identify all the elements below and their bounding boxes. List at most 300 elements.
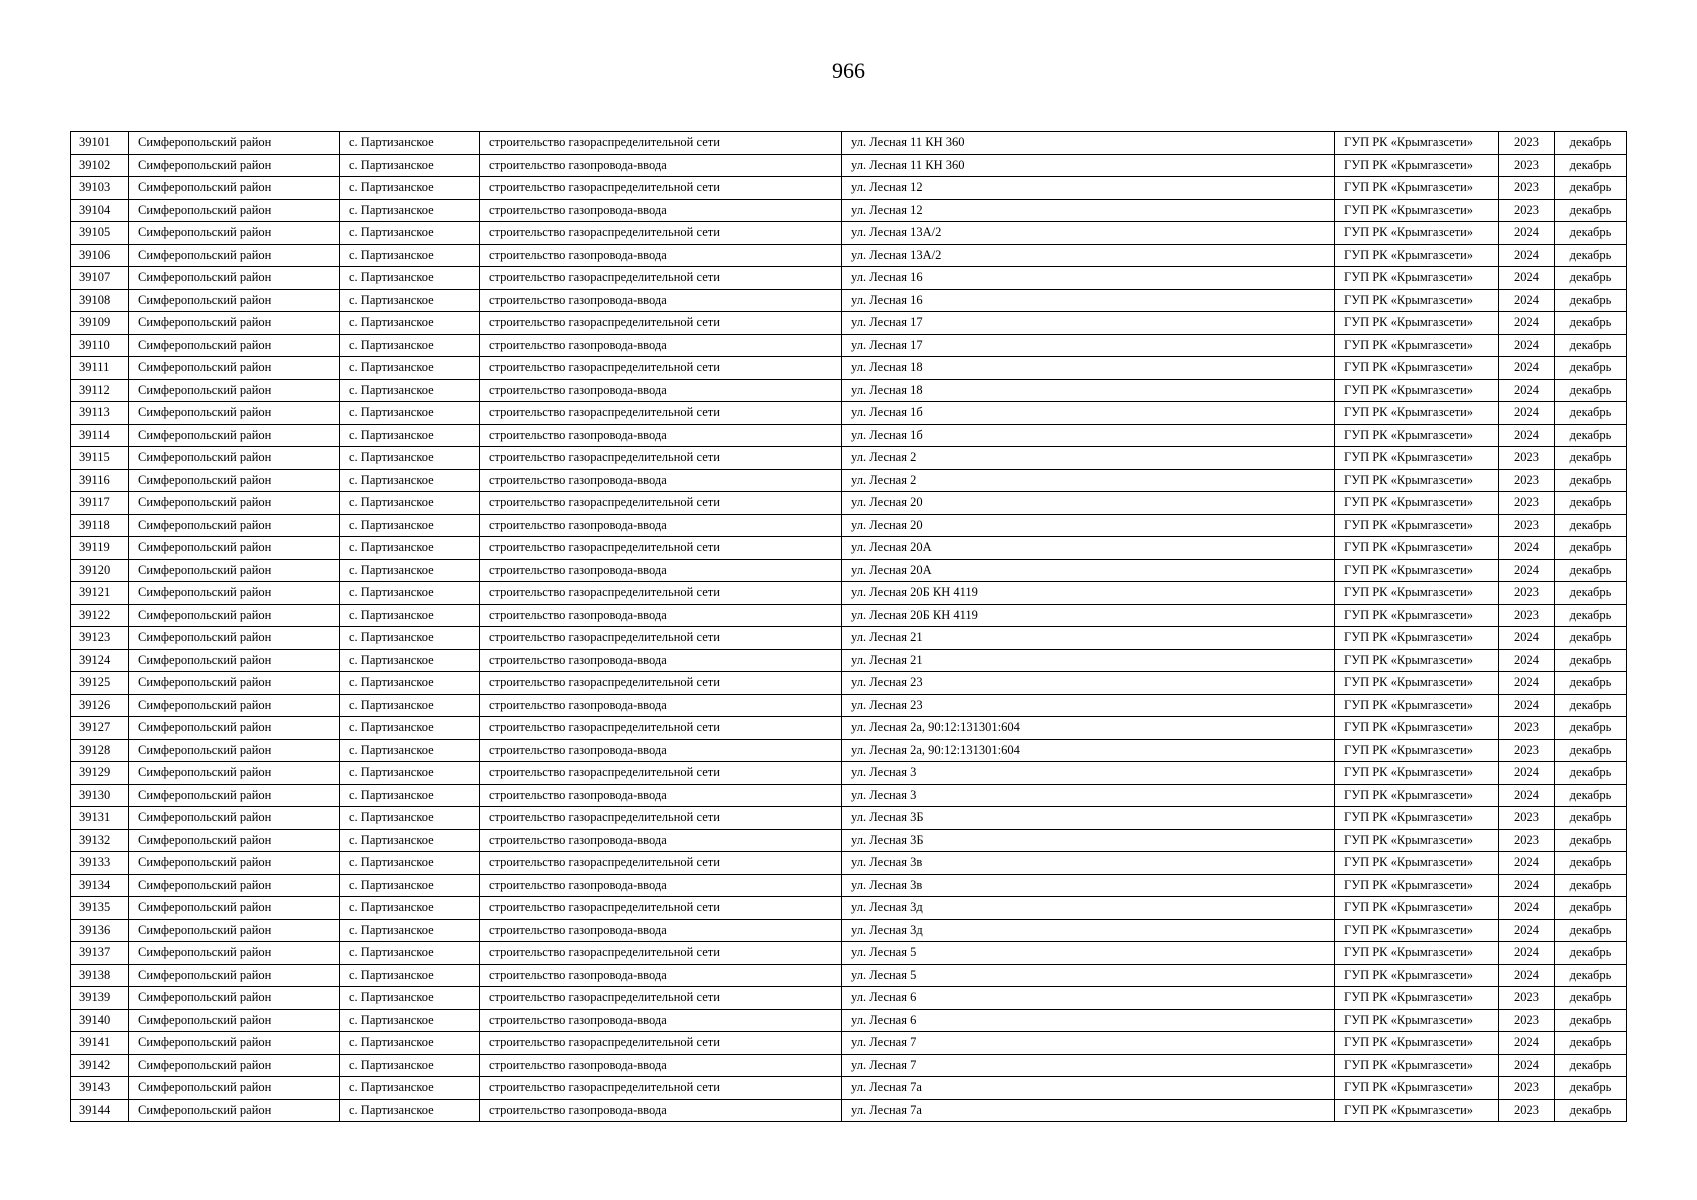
organization-cell: ГУП РК «Крымгазсети» xyxy=(1335,1009,1499,1032)
row-number: 39114 xyxy=(71,424,129,447)
table-row xyxy=(71,784,1627,807)
row-number: 39121 xyxy=(71,582,129,605)
row-number: 39106 xyxy=(71,244,129,267)
organization-cell: ГУП РК «Крымгазсети» xyxy=(1335,694,1499,717)
work-type-cell: строительство газораспределительной сети xyxy=(480,627,842,650)
month-cell: декабрь xyxy=(1555,1054,1627,1077)
work-type-cell: строительство газопровода-ввода xyxy=(480,469,842,492)
year-cell: 2024 xyxy=(1499,897,1555,920)
year-cell: 2023 xyxy=(1499,987,1555,1010)
district-cell: Симферопольский район xyxy=(129,672,340,695)
district-cell: Симферопольский район xyxy=(129,199,340,222)
district-cell: Симферопольский район xyxy=(129,919,340,942)
work-type-cell: строительство газопровода-ввода xyxy=(480,289,842,312)
district-cell: Симферопольский район xyxy=(129,942,340,965)
organization-cell: ГУП РК «Крымгазсети» xyxy=(1335,267,1499,290)
month-cell: декабрь xyxy=(1555,222,1627,245)
district-cell: Симферопольский район xyxy=(129,1054,340,1077)
settlement-cell: с. Партизанское xyxy=(340,559,480,582)
work-type-cell: строительство газопровода-ввода xyxy=(480,739,842,762)
year-cell: 2024 xyxy=(1499,627,1555,650)
district-cell: Симферопольский район xyxy=(129,1077,340,1100)
settlement-cell: с. Партизанское xyxy=(340,379,480,402)
district-cell: Симферопольский район xyxy=(129,424,340,447)
work-type-cell: строительство газопровода-ввода xyxy=(480,784,842,807)
address-cell: ул. Лесная 3в xyxy=(842,874,1335,897)
district-cell: Симферопольский район xyxy=(129,897,340,920)
year-cell: 2024 xyxy=(1499,424,1555,447)
table-row xyxy=(71,582,1627,605)
organization-cell: ГУП РК «Крымгазсети» xyxy=(1335,537,1499,560)
work-type-cell: строительство газопровода-ввода xyxy=(480,829,842,852)
district-cell: Симферопольский район xyxy=(129,852,340,875)
settlement-cell: с. Партизанское xyxy=(340,177,480,200)
month-cell: декабрь xyxy=(1555,132,1627,155)
organization-cell: ГУП РК «Крымгазсети» xyxy=(1335,672,1499,695)
organization-cell: ГУП РК «Крымгазсети» xyxy=(1335,132,1499,155)
address-cell: ул. Лесная 1б xyxy=(842,402,1335,425)
organization-cell: ГУП РК «Крымгазсети» xyxy=(1335,222,1499,245)
work-type-cell: строительство газопровода-ввода xyxy=(480,379,842,402)
month-cell: декабрь xyxy=(1555,559,1627,582)
year-cell: 2024 xyxy=(1499,1032,1555,1055)
district-cell: Симферопольский район xyxy=(129,874,340,897)
month-cell: декабрь xyxy=(1555,289,1627,312)
row-number: 39134 xyxy=(71,874,129,897)
address-cell: ул. Лесная 16 xyxy=(842,267,1335,290)
settlement-cell: с. Партизанское xyxy=(340,762,480,785)
organization-cell: ГУП РК «Крымгазсети» xyxy=(1335,312,1499,335)
organization-cell: ГУП РК «Крымгазсети» xyxy=(1335,874,1499,897)
address-cell: ул. Лесная 5 xyxy=(842,964,1335,987)
work-type-cell: строительство газопровода-ввода xyxy=(480,694,842,717)
table-row xyxy=(71,289,1627,312)
table-row xyxy=(71,649,1627,672)
table-row xyxy=(71,537,1627,560)
settlement-cell: с. Партизанское xyxy=(340,244,480,267)
row-number: 39124 xyxy=(71,649,129,672)
work-type-cell: строительство газопровода-ввода xyxy=(480,1099,842,1122)
settlement-cell: с. Партизанское xyxy=(340,289,480,312)
settlement-cell: с. Партизанское xyxy=(340,897,480,920)
table-row xyxy=(71,132,1627,155)
table-row xyxy=(71,559,1627,582)
settlement-cell: с. Партизанское xyxy=(340,334,480,357)
work-type-cell: строительство газопровода-ввода xyxy=(480,1054,842,1077)
row-number: 39118 xyxy=(71,514,129,537)
settlement-cell: с. Партизанское xyxy=(340,1054,480,1077)
settlement-cell: с. Партизанское xyxy=(340,964,480,987)
district-cell: Симферопольский район xyxy=(129,267,340,290)
address-cell: ул. Лесная 12 xyxy=(842,199,1335,222)
settlement-cell: с. Партизанское xyxy=(340,604,480,627)
row-number: 39141 xyxy=(71,1032,129,1055)
row-number: 39109 xyxy=(71,312,129,335)
settlement-cell: с. Партизанское xyxy=(340,672,480,695)
row-number: 39131 xyxy=(71,807,129,830)
work-type-cell: строительство газораспределительной сети xyxy=(480,402,842,425)
table-row xyxy=(71,334,1627,357)
work-type-cell: строительство газопровода-ввода xyxy=(480,1009,842,1032)
settlement-cell: с. Партизанское xyxy=(340,514,480,537)
district-cell: Симферопольский район xyxy=(129,582,340,605)
address-cell: ул. Лесная 23 xyxy=(842,694,1335,717)
address-cell: ул. Лесная 3 xyxy=(842,762,1335,785)
year-cell: 2024 xyxy=(1499,852,1555,875)
address-cell: ул. Лесная 21 xyxy=(842,649,1335,672)
settlement-cell: с. Партизанское xyxy=(340,132,480,155)
address-cell: ул. Лесная 1б xyxy=(842,424,1335,447)
row-number: 39112 xyxy=(71,379,129,402)
row-number: 39107 xyxy=(71,267,129,290)
work-type-cell: строительство газораспределительной сети xyxy=(480,672,842,695)
year-cell: 2024 xyxy=(1499,334,1555,357)
district-cell: Симферопольский район xyxy=(129,807,340,830)
work-type-cell: строительство газопровода-ввода xyxy=(480,424,842,447)
settlement-cell: с. Партизанское xyxy=(340,199,480,222)
organization-cell: ГУП РК «Крымгазсети» xyxy=(1335,1099,1499,1122)
settlement-cell: с. Партизанское xyxy=(340,1077,480,1100)
month-cell: декабрь xyxy=(1555,267,1627,290)
row-number: 39123 xyxy=(71,627,129,650)
address-cell: ул. Лесная 5 xyxy=(842,942,1335,965)
organization-cell: ГУП РК «Крымгазсети» xyxy=(1335,739,1499,762)
district-cell: Симферопольский район xyxy=(129,492,340,515)
month-cell: декабрь xyxy=(1555,379,1627,402)
year-cell: 2023 xyxy=(1499,604,1555,627)
month-cell: декабрь xyxy=(1555,739,1627,762)
month-cell: декабрь xyxy=(1555,762,1627,785)
organization-cell: ГУП РК «Крымгазсети» xyxy=(1335,1054,1499,1077)
settlement-cell: с. Партизанское xyxy=(340,807,480,830)
work-type-cell: строительство газораспределительной сети xyxy=(480,987,842,1010)
work-type-cell: строительство газопровода-ввода xyxy=(480,199,842,222)
month-cell: декабрь xyxy=(1555,784,1627,807)
month-cell: декабрь xyxy=(1555,1009,1627,1032)
table-row xyxy=(71,739,1627,762)
work-type-cell: строительство газопровода-ввода xyxy=(480,604,842,627)
address-cell: ул. Лесная 2 xyxy=(842,469,1335,492)
row-number: 39137 xyxy=(71,942,129,965)
settlement-cell: с. Партизанское xyxy=(340,424,480,447)
work-type-cell: строительство газораспределительной сети xyxy=(480,807,842,830)
address-cell: ул. Лесная 2а, 90:12:131301:604 xyxy=(842,717,1335,740)
organization-cell: ГУП РК «Крымгазсети» xyxy=(1335,829,1499,852)
work-type-cell: строительство газопровода-ввода xyxy=(480,514,842,537)
organization-cell: ГУП РК «Крымгазсети» xyxy=(1335,604,1499,627)
organization-cell: ГУП РК «Крымгазсети» xyxy=(1335,897,1499,920)
organization-cell: ГУП РК «Крымгазсети» xyxy=(1335,492,1499,515)
address-cell: ул. Лесная 2а, 90:12:131301:604 xyxy=(842,739,1335,762)
table-row xyxy=(71,627,1627,650)
row-number: 39113 xyxy=(71,402,129,425)
year-cell: 2024 xyxy=(1499,244,1555,267)
settlement-cell: с. Партизанское xyxy=(340,874,480,897)
month-cell: декабрь xyxy=(1555,717,1627,740)
month-cell: декабрь xyxy=(1555,402,1627,425)
row-number: 39142 xyxy=(71,1054,129,1077)
settlement-cell: с. Партизанское xyxy=(340,492,480,515)
organization-cell: ГУП РК «Крымгазсети» xyxy=(1335,199,1499,222)
row-number: 39108 xyxy=(71,289,129,312)
year-cell: 2024 xyxy=(1499,312,1555,335)
district-cell: Симферопольский район xyxy=(129,964,340,987)
organization-cell: ГУП РК «Крымгазсети» xyxy=(1335,177,1499,200)
year-cell: 2024 xyxy=(1499,1054,1555,1077)
year-cell: 2024 xyxy=(1499,942,1555,965)
month-cell: декабрь xyxy=(1555,514,1627,537)
table-row xyxy=(71,199,1627,222)
table-row xyxy=(71,807,1627,830)
month-cell: декабрь xyxy=(1555,312,1627,335)
table-row xyxy=(71,492,1627,515)
row-number: 39111 xyxy=(71,357,129,380)
settlement-cell: с. Партизанское xyxy=(340,649,480,672)
month-cell: декабрь xyxy=(1555,919,1627,942)
settlement-cell: с. Партизанское xyxy=(340,852,480,875)
row-number: 39120 xyxy=(71,559,129,582)
work-type-cell: строительство газораспределительной сети xyxy=(480,762,842,785)
table-row xyxy=(71,312,1627,335)
table-row xyxy=(71,964,1627,987)
address-cell: ул. Лесная 3Б xyxy=(842,829,1335,852)
district-cell: Симферопольский район xyxy=(129,1099,340,1122)
month-cell: декабрь xyxy=(1555,964,1627,987)
table-row xyxy=(71,852,1627,875)
registry-table-body xyxy=(71,132,1627,1122)
month-cell: декабрь xyxy=(1555,694,1627,717)
district-cell: Симферопольский район xyxy=(129,289,340,312)
organization-cell: ГУП РК «Крымгазсети» xyxy=(1335,514,1499,537)
table-row xyxy=(71,357,1627,380)
table-row xyxy=(71,919,1627,942)
table-row xyxy=(71,1077,1627,1100)
organization-cell: ГУП РК «Крымгазсети» xyxy=(1335,379,1499,402)
organization-cell: ГУП РК «Крымгазсети» xyxy=(1335,852,1499,875)
work-type-cell: строительство газопровода-ввода xyxy=(480,649,842,672)
work-type-cell: строительство газораспределительной сети xyxy=(480,717,842,740)
row-number: 39143 xyxy=(71,1077,129,1100)
row-number: 39138 xyxy=(71,964,129,987)
settlement-cell: с. Партизанское xyxy=(340,1032,480,1055)
work-type-cell: строительство газораспределительной сети xyxy=(480,312,842,335)
month-cell: декабрь xyxy=(1555,829,1627,852)
table-row xyxy=(71,379,1627,402)
month-cell: декабрь xyxy=(1555,424,1627,447)
table-row xyxy=(71,829,1627,852)
row-number: 39117 xyxy=(71,492,129,515)
table-row xyxy=(71,1009,1627,1032)
settlement-cell: с. Партизанское xyxy=(340,784,480,807)
settlement-cell: с. Партизанское xyxy=(340,582,480,605)
work-type-cell: строительство газопровода-ввода xyxy=(480,874,842,897)
address-cell: ул. Лесная 11 КН 360 xyxy=(842,154,1335,177)
address-cell: ул. Лесная 23 xyxy=(842,672,1335,695)
row-number: 39133 xyxy=(71,852,129,875)
work-type-cell: строительство газораспределительной сети xyxy=(480,222,842,245)
address-cell: ул. Лесная 18 xyxy=(842,357,1335,380)
table-row xyxy=(71,1099,1627,1122)
address-cell: ул. Лесная 21 xyxy=(842,627,1335,650)
district-cell: Симферопольский район xyxy=(129,379,340,402)
district-cell: Симферопольский район xyxy=(129,537,340,560)
work-type-cell: строительство газораспределительной сети xyxy=(480,537,842,560)
address-cell: ул. Лесная 3в xyxy=(842,852,1335,875)
organization-cell: ГУП РК «Крымгазсети» xyxy=(1335,559,1499,582)
work-type-cell: строительство газораспределительной сети xyxy=(480,177,842,200)
address-cell: ул. Лесная 12 xyxy=(842,177,1335,200)
district-cell: Симферопольский район xyxy=(129,469,340,492)
month-cell: декабрь xyxy=(1555,154,1627,177)
year-cell: 2023 xyxy=(1499,717,1555,740)
settlement-cell: с. Партизанское xyxy=(340,357,480,380)
row-number: 39126 xyxy=(71,694,129,717)
year-cell: 2024 xyxy=(1499,357,1555,380)
month-cell: декабрь xyxy=(1555,199,1627,222)
address-cell: ул. Лесная 20Б КН 4119 xyxy=(842,604,1335,627)
month-cell: декабрь xyxy=(1555,469,1627,492)
row-number: 39140 xyxy=(71,1009,129,1032)
organization-cell: ГУП РК «Крымгазсети» xyxy=(1335,447,1499,470)
year-cell: 2024 xyxy=(1499,537,1555,560)
year-cell: 2024 xyxy=(1499,784,1555,807)
organization-cell: ГУП РК «Крымгазсети» xyxy=(1335,1032,1499,1055)
district-cell: Симферопольский район xyxy=(129,649,340,672)
row-number: 39135 xyxy=(71,897,129,920)
district-cell: Симферопольский район xyxy=(129,177,340,200)
year-cell: 2023 xyxy=(1499,829,1555,852)
month-cell: декабрь xyxy=(1555,897,1627,920)
district-cell: Симферопольский район xyxy=(129,694,340,717)
month-cell: декабрь xyxy=(1555,649,1627,672)
organization-cell: ГУП РК «Крымгазсети» xyxy=(1335,807,1499,830)
organization-cell: ГУП РК «Крымгазсети» xyxy=(1335,987,1499,1010)
organization-cell: ГУП РК «Крымгазсети» xyxy=(1335,627,1499,650)
district-cell: Симферопольский район xyxy=(129,132,340,155)
table-row xyxy=(71,177,1627,200)
table-row xyxy=(71,1032,1627,1055)
settlement-cell: с. Партизанское xyxy=(340,537,480,560)
table-row xyxy=(71,222,1627,245)
settlement-cell: с. Партизанское xyxy=(340,154,480,177)
year-cell: 2024 xyxy=(1499,919,1555,942)
settlement-cell: с. Партизанское xyxy=(340,627,480,650)
row-number: 39125 xyxy=(71,672,129,695)
address-cell: ул. Лесная 20Б КН 4119 xyxy=(842,582,1335,605)
month-cell: декабрь xyxy=(1555,852,1627,875)
address-cell: ул. Лесная 3д xyxy=(842,897,1335,920)
organization-cell: ГУП РК «Крымгазсети» xyxy=(1335,244,1499,267)
table-row xyxy=(71,694,1627,717)
work-type-cell: строительство газопровода-ввода xyxy=(480,964,842,987)
work-type-cell: строительство газораспределительной сети xyxy=(480,1077,842,1100)
month-cell: декабрь xyxy=(1555,987,1627,1010)
settlement-cell: с. Партизанское xyxy=(340,1099,480,1122)
table-row xyxy=(71,1054,1627,1077)
row-number: 39104 xyxy=(71,199,129,222)
address-cell: ул. Лесная 20 xyxy=(842,492,1335,515)
work-type-cell: строительство газопровода-ввода xyxy=(480,919,842,942)
address-cell: ул. Лесная 7 xyxy=(842,1054,1335,1077)
district-cell: Симферопольский район xyxy=(129,312,340,335)
row-number: 39139 xyxy=(71,987,129,1010)
month-cell: декабрь xyxy=(1555,582,1627,605)
table-row xyxy=(71,762,1627,785)
settlement-cell: с. Партизанское xyxy=(340,402,480,425)
address-cell: ул. Лесная 11 КН 360 xyxy=(842,132,1335,155)
row-number: 39128 xyxy=(71,739,129,762)
district-cell: Симферопольский район xyxy=(129,244,340,267)
table-row xyxy=(71,672,1627,695)
row-number: 39110 xyxy=(71,334,129,357)
district-cell: Симферопольский район xyxy=(129,154,340,177)
year-cell: 2023 xyxy=(1499,177,1555,200)
work-type-cell: строительство газораспределительной сети xyxy=(480,492,842,515)
address-cell: ул. Лесная 13А/2 xyxy=(842,222,1335,245)
year-cell: 2024 xyxy=(1499,289,1555,312)
address-cell: ул. Лесная 20А xyxy=(842,537,1335,560)
address-cell: ул. Лесная 16 xyxy=(842,289,1335,312)
table-row xyxy=(71,424,1627,447)
row-number: 39102 xyxy=(71,154,129,177)
row-number: 39105 xyxy=(71,222,129,245)
settlement-cell: с. Партизанское xyxy=(340,919,480,942)
address-cell: ул. Лесная 3 xyxy=(842,784,1335,807)
year-cell: 2023 xyxy=(1499,739,1555,762)
table-row xyxy=(71,514,1627,537)
organization-cell: ГУП РК «Крымгазсети» xyxy=(1335,649,1499,672)
table-row xyxy=(71,604,1627,627)
organization-cell: ГУП РК «Крымгазсети» xyxy=(1335,1077,1499,1100)
address-cell: ул. Лесная 2 xyxy=(842,447,1335,470)
month-cell: декабрь xyxy=(1555,334,1627,357)
table-row xyxy=(71,987,1627,1010)
work-type-cell: строительство газопровода-ввода xyxy=(480,244,842,267)
year-cell: 2024 xyxy=(1499,672,1555,695)
year-cell: 2024 xyxy=(1499,402,1555,425)
year-cell: 2023 xyxy=(1499,154,1555,177)
settlement-cell: с. Партизанское xyxy=(340,717,480,740)
year-cell: 2024 xyxy=(1499,267,1555,290)
year-cell: 2024 xyxy=(1499,559,1555,582)
work-type-cell: строительство газопровода-ввода xyxy=(480,154,842,177)
district-cell: Симферопольский район xyxy=(129,1032,340,1055)
row-number: 39132 xyxy=(71,829,129,852)
district-cell: Симферопольский район xyxy=(129,604,340,627)
row-number: 39144 xyxy=(71,1099,129,1122)
month-cell: декабрь xyxy=(1555,874,1627,897)
district-cell: Симферопольский район xyxy=(129,627,340,650)
organization-cell: ГУП РК «Крымгазсети» xyxy=(1335,154,1499,177)
table-row xyxy=(71,244,1627,267)
registry-table xyxy=(70,131,1627,1122)
year-cell: 2024 xyxy=(1499,874,1555,897)
table-row xyxy=(71,874,1627,897)
address-cell: ул. Лесная 17 xyxy=(842,312,1335,335)
month-cell: декабрь xyxy=(1555,177,1627,200)
year-cell: 2023 xyxy=(1499,469,1555,492)
year-cell: 2023 xyxy=(1499,514,1555,537)
work-type-cell: строительство газораспределительной сети xyxy=(480,447,842,470)
month-cell: декабрь xyxy=(1555,357,1627,380)
month-cell: декабрь xyxy=(1555,627,1627,650)
settlement-cell: с. Партизанское xyxy=(340,447,480,470)
year-cell: 2024 xyxy=(1499,649,1555,672)
address-cell: ул. Лесная 13А/2 xyxy=(842,244,1335,267)
district-cell: Симферопольский район xyxy=(129,739,340,762)
settlement-cell: с. Партизанское xyxy=(340,222,480,245)
month-cell: декабрь xyxy=(1555,807,1627,830)
